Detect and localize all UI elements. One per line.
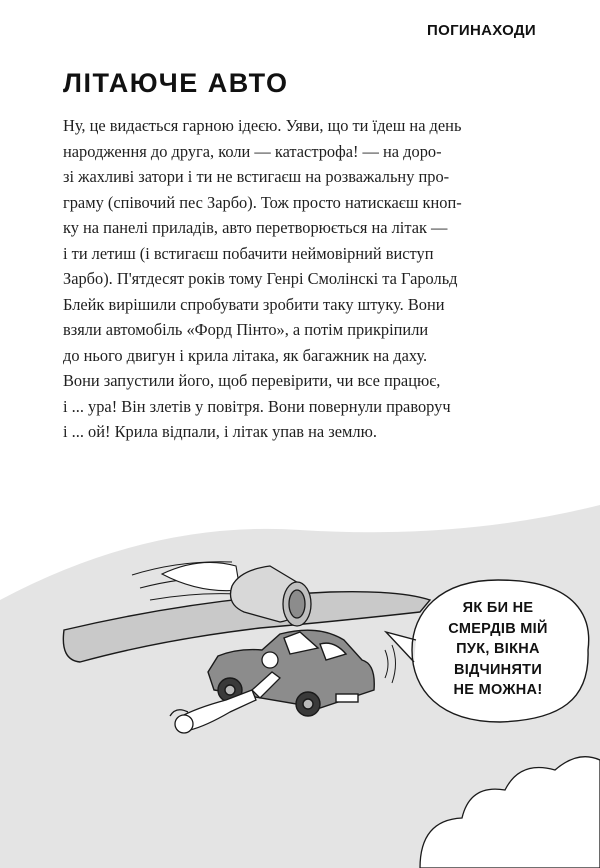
speech-line: ВІДЧИНЯТИ — [453, 661, 543, 678]
paragraph-line: Блейк вирішили спробувати зробити таку штуку. Вони — [63, 294, 445, 314]
paragraph-line: Зарбо). П'ятдесят років тому Генрі Смолінскі та Гарольд — [63, 269, 458, 288]
speech-line: НЕ МОЖНА! — [453, 682, 543, 698]
speech-line: ПУК, ВІКНА — [456, 641, 540, 657]
paragraph-line: граму (співочий пес Зарбо). Тож просто натискаєш кноп- — [63, 192, 462, 212]
paragraph-line: народження до друга, коли — катастрофа! — на доро- — [63, 141, 442, 161]
paragraph-line: ку на панелі приладів, авто перетворюється на літак — — [63, 218, 448, 237]
speech-line: СМЕРДІВ МІЙ — [448, 620, 548, 637]
paragraph-line: і ... ой! Крила відпали, і літак упав на землю. — [63, 422, 377, 441]
speech-bubble-text — [423, 598, 573, 701]
paragraph-line: Вони запустили його, щоб перевірити, чи все працює, — [63, 371, 441, 390]
running-head: ПОГИНАХОДИ — [427, 22, 536, 39]
paragraph-line: і ... ура! Він злетів у повітря. Вони повернули праворуч — [63, 396, 451, 416]
section-title: ЛІТАЮЧЕ АВТО — [63, 68, 289, 98]
paragraph-line: зі жахливі затори і ти не встигаєш на розважальну про- — [63, 167, 450, 186]
paragraph-line: взяли автомобіль «Форд Пінто», а потім прикріпили — [63, 320, 429, 339]
speech-line: ЯК БИ НЕ — [462, 600, 534, 616]
paragraph-line: до нього двигун і крила літака, як багажник на даху. — [63, 345, 428, 365]
body-paragraph — [63, 113, 538, 445]
paragraph-line: Ну, це видається гарною ідеєю. Уяви, що ти їдеш на день — [63, 116, 462, 135]
paragraph-line: і ти летиш (і встигаєш побачити неймовірний виступ — [63, 243, 434, 263]
